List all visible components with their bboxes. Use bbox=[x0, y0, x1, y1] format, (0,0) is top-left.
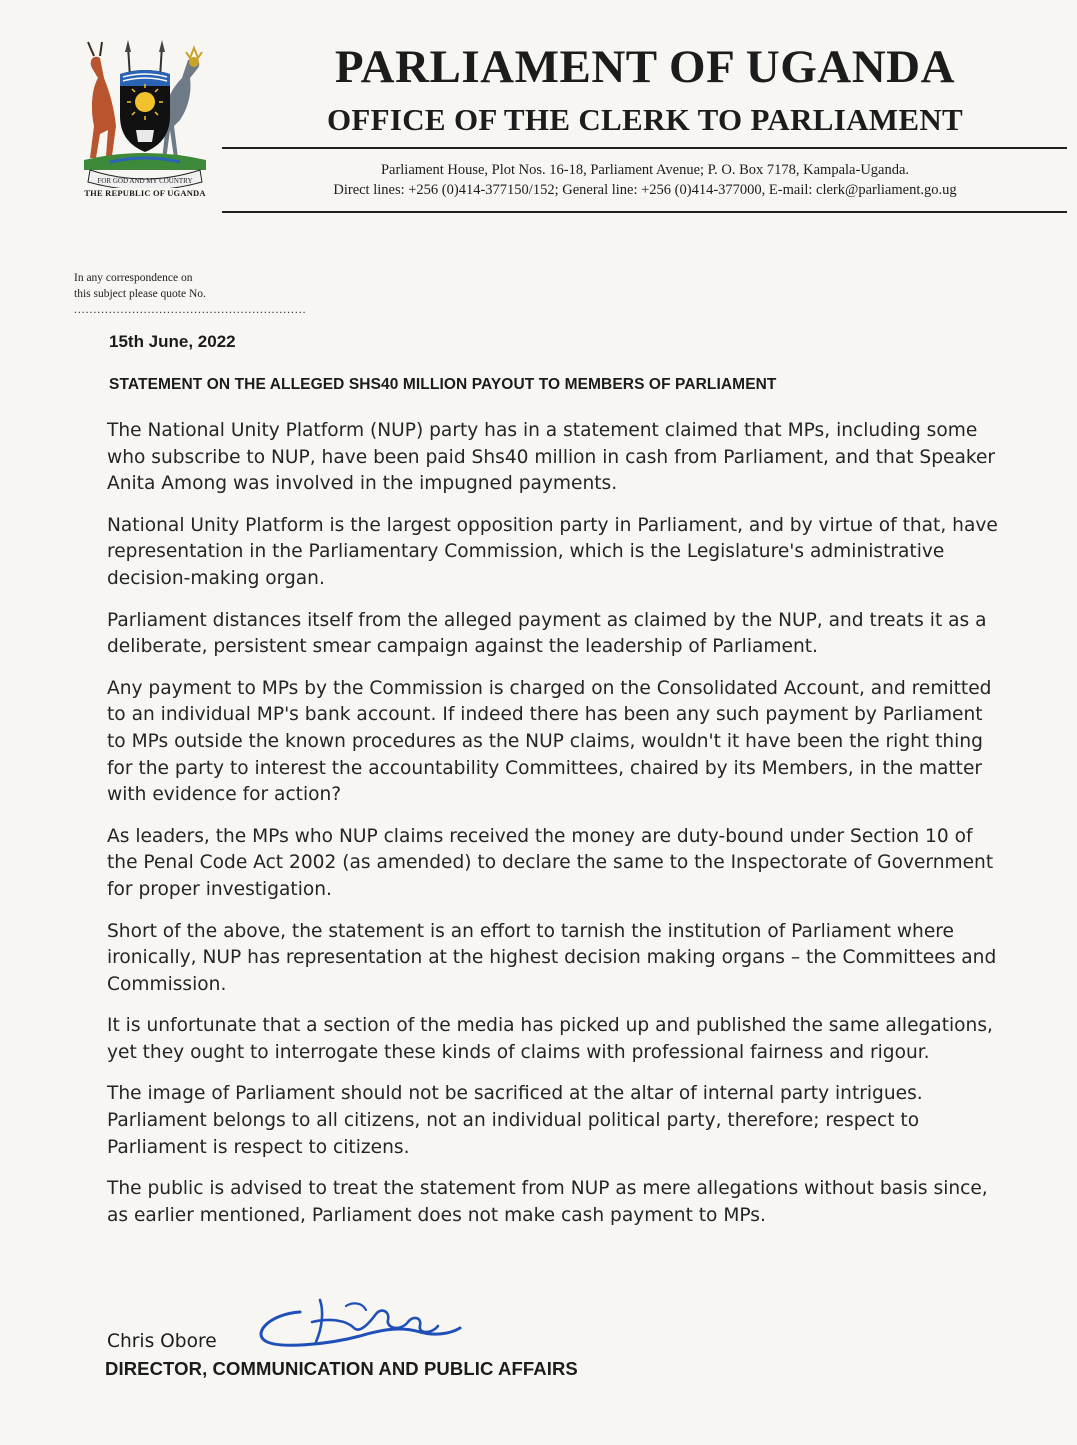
handwritten-signature-icon bbox=[250, 1292, 470, 1362]
statement-body bbox=[107, 418, 1007, 1244]
svg-text:FOR GOD AND MY COUNTRY: FOR GOD AND MY COUNTRY bbox=[97, 177, 193, 185]
reference-line-2: this subject please quote No. ............................................................ bbox=[74, 288, 307, 316]
letterhead-top-rule bbox=[222, 147, 1067, 149]
signatory-title: DIRECTOR, COMMUNICATION AND PUBLIC AFFAIRS bbox=[105, 1358, 578, 1379]
paragraph: Short of the above, the statement is an effort to tarnish the institution of Parliament where ironically, NUP has representation at the highest decision making organs – the Committees and Commission. bbox=[107, 920, 997, 995]
address-line-1: Parliament House, Plot Nos. 16-18, Parliament Avenue; P. O. Box 7178, Kampala-Uganda. bbox=[380, 162, 910, 178]
uganda-coat-of-arms-icon bbox=[70, 38, 220, 188]
address-line-2: Direct lines: +256 (0)414-377150/152; General line: +256 (0)414-377000, E-mail: clerk@parliament.go.ug bbox=[333, 182, 957, 198]
paragraph: The National Unity Platform (NUP) party has in a statement claimed that MPs, including some who subscribe to NUP, have been paid Shs40 million in cash from Parliament, and that Speaker Anita Among was involved in the impugned payments. bbox=[107, 420, 996, 495]
signatory-name: Chris Obore bbox=[107, 1331, 217, 1352]
statement-date: 15th June, 2022 bbox=[109, 332, 236, 351]
paragraph: National Unity Platform is the largest opposition party in Parliament, and by virtue of that, have representation in the Parliamentary Commission, which is the Legislature's administrative decision-making organ. bbox=[107, 514, 998, 589]
coat-of-arms bbox=[70, 38, 220, 203]
crest-caption: THE REPUBLIC OF UGANDA bbox=[84, 188, 206, 198]
paragraph: The public is advised to treat the statement from NUP as mere allegations without basis since, as earlier mentioned, Parliament does not make cash payment to MPs. bbox=[107, 1178, 988, 1226]
paragraph: As leaders, the MPs who NUP claims received the money are duty-bound under Section 10 of the Penal Code Act 2002 (as amended) to declare the same to the Inspectorate of Government for proper investigation. bbox=[107, 825, 994, 900]
letterhead-address bbox=[240, 160, 1050, 200]
letterhead-bottom-rule bbox=[222, 211, 1067, 213]
paragraph: Parliament distances itself from the alleged payment as claimed by the NUP, and treats it as a deliberate, persistent smear campaign against the leadership of Parliament. bbox=[107, 609, 987, 658]
reference-note bbox=[74, 270, 404, 318]
paragraph: It is unfortunate that a section of the media has picked up and published the same allegations, yet they ought to interrogate these kinds of claims with professional fairness and rigour. bbox=[107, 1015, 993, 1063]
reference-line-1: In any correspondence on bbox=[74, 272, 193, 284]
paragraph: Any payment to MPs by the Commission is charged on the Consolidated Account, and remitted to an individual MP's bank account. If indeed there has been any such payment by Parliament to MPs outside the known procedures as the NUP claims, wouldn't it have been the right thing for the party to interest the accountability Committees, chaired by its Members, in the matter with evidence for action? bbox=[107, 677, 992, 806]
letterhead-subtitle: OFFICE OF THE CLERK TO PARLIAMENT bbox=[326, 102, 963, 137]
letterhead-title: PARLIAMENT OF UGANDA bbox=[334, 41, 956, 93]
statement-heading: STATEMENT ON THE ALLEGED SHS40 MILLION PAYOUT TO MEMBERS OF PARLIAMENT bbox=[109, 376, 777, 393]
paragraph: The image of Parliament should not be sacrificed at the altar of internal party intrigues. Parliament belongs to all citizens, not an individual political party, therefore; respect to Parliament is respect to citizens. bbox=[107, 1083, 923, 1158]
